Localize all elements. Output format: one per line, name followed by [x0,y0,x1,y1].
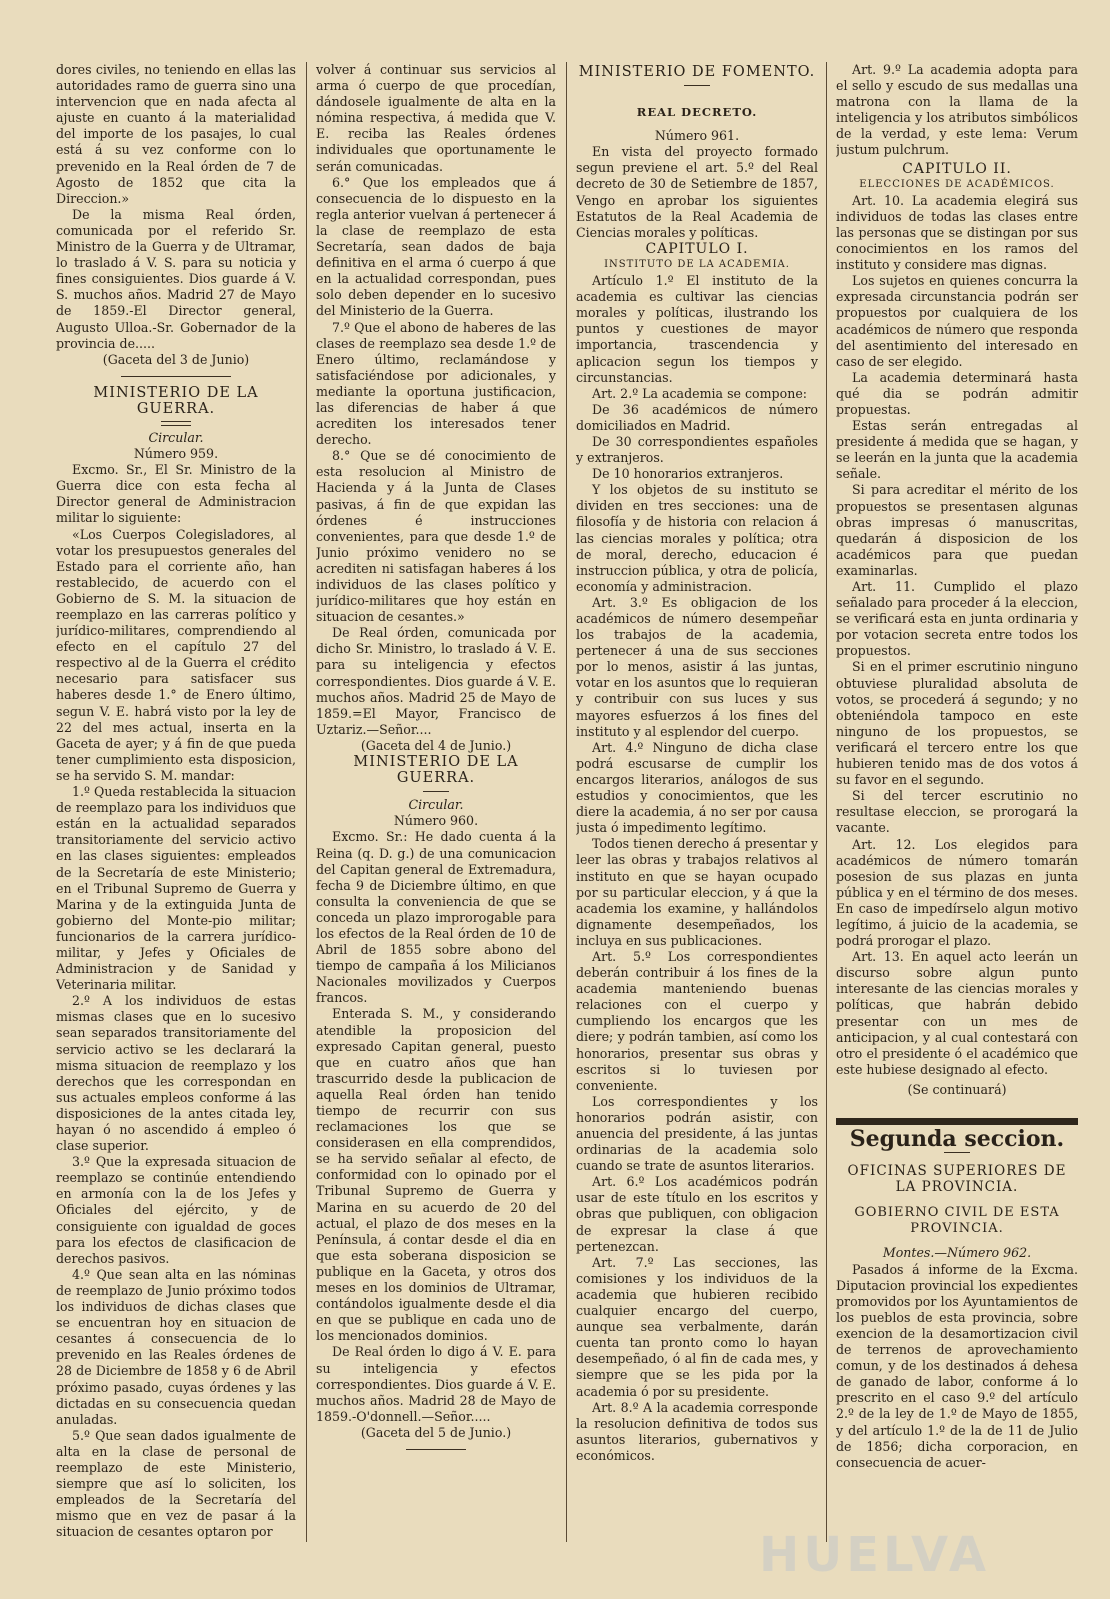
paragraph: Estas serán entregadas al presidente á medida que se hagan, y se leerán en la junta que la academia señale. [836,418,1078,482]
paragraph: Si para acreditar el mérito de los propuestos se presentasen algunas obras impresas ó manuscritas, quedarán á disposicion de los académicos para que puedan examinarlas. [836,482,1078,578]
paragraph: Artículo 1.º El instituto de la academia es cultivar las ciencias morales y políticas, ilustrando los puntos y cuestiones de mayor importancia, trascendencia y aplicacion segun los tiempos y circunstancias. [576,273,818,385]
paragraph: Art. 2.º La academia se compone: [592,385,808,401]
paragraph: De la misma Real órden, comunicada por el referido Sr. Ministro de la Guerra y de Ultramar, lo traslado á V. S. para su noticia y fines consiguientes. Dios guarde á V. S. muchos años. Madrid 27 de Mayo de 1859.-El Director general, Augusto Ulloa.-Sr. Gobernador de la provincia de..... [56,206,296,351]
paragraph: La academia determinará hasta qué dia se podrán admitir propuestas. [836,369,1078,417]
paragraph: De 10 honorarios extranjeros. [592,466,784,482]
ministry-heading: MINISTERIO DE FOMENTO. [578,64,816,80]
gazette-citation: (Gaceta del 3 de Junio) [102,351,250,367]
paragraph: Art. 12. Los elegidos para académicos de número tomarán posesion de sus plazas en junta pública y en el término de dos meses. En caso de impedírselo algun motivo legítimo, á juicio de la academia, se podrá prorogar el plazo. [836,836,1078,949]
paragraph: Art. 8.º A la academia corresponde la resolucion definitiva de todos sus asuntos literarios, gubernativos y económicos. [576,1399,818,1463]
circular-label: Circular. [148,429,204,445]
paragraph: Art. 9.º La academia adopta para el sello y escudo de sus medallas una matrona con la llama de la inteligencia y los atributos simbólicos de la verdad, y este lema: Verum justum pulchrum. [836,62,1078,158]
paragraph: Si del tercer escrutinio no resultase eleccion, se prorogará la vacante. [836,788,1078,836]
paragraph: De Real órden, comunicada por dicho Sr. Ministro, lo traslado á V. E. para su inteligencia y efectos correspondientes. Dios guarde á V. E. muchos años. Madrid 25 de Mayo de 1859.=El Mayor, Francisco de Uztariz.—Señor.... [316,625,556,737]
chapter-subtitle: INSTITUTO DE LA ACADEMIA. [604,258,790,270]
paragraph: 3.º Que la expresada situacion de reemplazo se continúe entendiendo en armonía con la de los Jefes y Oficiales del ejército, y de consiguiente con igualdad de goces para los efectos de clasificacion de derechos pasivos. [56,1154,296,1266]
paragraph: De Real órden lo digo á V. E. para su inteligencia y efectos correspondientes. Dios guarde á V. E. muchos años. Madrid 28 de Mayo de 1859.-O'donnell.—Señor..... [316,1344,556,1424]
paragraph: 8.° Que se dé conocimiento de esta resolucion al Ministro de Hacienda y á la Junta de Clases pasivas, á fin de que expidan las órdenes é instrucciones convenientes, para que desde 1.º de Junio próximo venidero no se acrediten ni satisfagan haberes á los individuos de las clases político y jurídico-militares que hoy están en situacion de cesantes.» [316,448,556,625]
paragraph: Y los objetos de su instituto se dividen en tres secciones: una de filosofía y de historia con relacion á las ciencias morales y política; otra de moral, derecho, educacion é instruccion pública, y otra de policía, economía y administracion. [576,482,818,594]
short-rule [423,791,449,792]
document-number: Número 959. [133,446,219,462]
paragraph: 1.º Queda restablecida la situacion de reemplazo para los individuos que están en la actualidad separados transitoriamente del servicio activo en las clases siguientes: empleados de la Secretaría de este Ministerio; en el Tribunal Supremo de Guerra y Marina y de la extinguida Junta de gobierno del Monte-pio militar; funcionarios de la carrera jurídico-militar, y Jefes y Oficiales de Administracion y de Sanidad y Veterinaria militar. [56,784,296,993]
paragraph: Enterada S. M., y considerando atendible la proposicion del expresado Capitan general, puesto que en cuatro años que han trascurrido desde la publicacion de aquella Real órden han tenido tiempo de recurrir con sus reclamaciones los que se considerasen en ella comprendidos, se ha servido señalar al efecto, de conformidad con lo opinado por el Tribunal Supremo de Guerra y Marina en su acuerdo de 20 del actual, el plazo de dos meses en la Península, á contar desde el dia en que esta soberana disposicion se publique en la Gaceta, y otros dos meses en los dominios de Ultramar, contándolos igualmente desde el dia en que se publique en cada uno de los mencionados dominios. [316,1006,556,1344]
ministry-heading: MINISTERIO DE LA GUERRA. [353,754,519,787]
paragraph: Art. 13. En aquel acto leerán un discurso sobre algun punto interesante de las ciencias morales y políticas, que habrán debido presentar con un mes de anticipacion, y al cual contestará con otro el presidente ó el académico que este hubiese designado al efecto. [836,949,1078,1077]
chapter-heading: CAPITULO I. [645,240,749,257]
circular-label: Circular. [408,797,464,813]
paragraph: De 36 académicos de número domiciliados en Madrid. [576,401,818,433]
continuation-note: (Se continuará) [907,1081,1007,1097]
paragraph: 5.º Que sean dados igualmente de alta en la clase de personal de reemplazo de este Ministerio, siempre que así lo soliciten, los empleados de la Secretaría del mismo que en vez de pasar á la situacion de cesantes optaron por [56,1427,296,1540]
chapter-subtitle: ELECCIONES DE ACADÉMICOS. [859,178,1055,190]
paragraph: Pasados á informe de la Excma. Diputacion provincial los expedientes promovidos por los Ayuntamientos de los pueblos de esta provincia, sobre exencion de la desamortizacion civil de terrenos de aprovechamiento comun, y de los destinados á dehesa de ganado de labor, conforme á lo prescrito en el caso 9.º del artículo 2.º de la ley de 1.º de Mayo de 1855, y del artículo 1.º de la de 11 de Julio de 1856; dicha corporacion, en consecuencia de acuer- [836,1261,1078,1470]
column-rule [566,62,567,1542]
column-2 [316,62,556,1582]
column-1 [56,62,296,1582]
section-rule [836,1118,1078,1125]
paragraph: Art. 6.º Los académicos podrán usar de este título en los escritos y obras que publiquen, con obligacion de expresar la clase á que pertenezcan. [576,1174,818,1254]
double-rule [161,421,191,426]
short-rule [944,1152,970,1153]
document-number: Número 960. [393,813,479,829]
column-4 [836,62,1078,1582]
gazette-citation: (Gaceta del 5 de Junio.) [360,1424,512,1440]
column-rule [826,62,827,1542]
paragraph: De 30 correspondientes españoles y extranjeros. [576,433,818,466]
separator [121,376,231,377]
paragraph: Los sujetos en quienes concurra la expresada circunstancia podrán ser propuestos por cualquiera de los académicos de número que responda del asentimiento del interesado en caso de ser elegido. [836,273,1078,369]
paragraph: Art. 4.º Ninguno de dicha clase podrá escusarse de cumplir los encargos literarios, análogos de sus estudios y conocimientos, que les diere la academia, á no ser por causa justa ó impedimento legítimo. [576,739,818,836]
paragraph: Art. 7.º Las secciones, las comisiones y los individuos de la academia que hubieren recibido cualquier encargo del cuerpo, aunque sea verbalmente, darán cuenta tan pronto como lo hayan desempeñado, ó al fin de cada mes, y siempre que se les pida por la academia ó por su presidente. [576,1254,818,1399]
paragraph: dores civiles, no teniendo en ellas las autoridades ramo de guerra sino una intervencion que en nada afecta al ajuste en cuanto á la materialidad del importe de los pasajes, lo cual está á su vez conforme con lo prevenido en la Real órden de 7 de Agosto de 1852 que cita la Direccion.» [56,62,296,206]
ministry-heading: MINISTERIO DE LA GUERRA. [93,384,259,417]
paragraph: volver á continuar sus servicios al arma ó cuerpo de que procedían, dándosele igualmente de alta en la nómina respectiva, á medida que V. E. reciba las Reales órdenes individuales que oportunamente le serán comunicadas. [316,62,556,174]
paragraph: Art. 11. Cumplido el plazo señalado para proceder á la eleccion, se verificará esta en junta ordinaria y por votacion secreta entre todos los propuestos. [836,579,1078,659]
archive-watermark: HUELVA [759,1527,990,1583]
column-rule [306,62,307,1542]
paragraph: 2.º A los individuos de estas mismas clases que en lo sucesivo sean separados transitoriamente del servicio activo se les declarará la misma situacion de reemplazo y los derechos que les correspondan en sus actuales empleos conforme á las disposiciones de la antes citada ley, hayan ó no ascendido á empleo ó clase superior. [56,993,296,1154]
gazette-citation: (Gaceta del 4 de Junio.) [360,737,512,753]
paragraph: Art. 10. La academia elegirá sus individuos de todas las clases entre las personas que se distingan por sus conocimientos en los ramos del instituto y considere mas dignas. [836,192,1078,273]
paragraph: Excmo. Sr.: He dado cuenta á la Reina (q. D. g.) de una comunicacion del Capitan general de Extremadura, fecha 9 de Diciembre último, en que consulta la conveniencia de que se conceda un plazo improrogable para los efectos de la Real órden de 10 de Abril de 1855 sobre abono del tiempo de campaña á los Milicianos Nacionales movilizados y Cuerpos francos. [316,829,556,1006]
paragraph: Art. 5.º Los correspondientes deberán contribuir á los fines de la academia manteniendo buenas relaciones con el cuerpo y cumpliendo los encargos que les diere; y podrán tambien, así como los honorarios, presentar sus obras y escritos si lo tuviesen por conveniente. [576,948,818,1093]
column-3 [576,62,818,1582]
paragraph: 4.º Que sean alta en las nóminas de reemplazo de Junio próximo todos los individuos de dichas clases que se encuentran hoy en situacion de cesantes á consecuencia de lo prevenido en las Reales órdenes de 28 de Diciembre de 1858 y 6 de Abril próximo pasado, cuyas órdenes y las dictadas en su consecuencia quedan anuladas. [56,1266,296,1427]
document-number: Número 961. [654,128,740,144]
paragraph: Todos tienen derecho á presentar y leer las obras y trabajos relativos al instituto en que se hayan ocupado por su particular eleccion, y á que la academia los examine, y hallándolos dignamente desempeñados, los incluya en sus publicaciones. [576,836,818,948]
short-rule [684,85,710,86]
subject-label: Montes.—Número 962. [882,1245,1032,1261]
office-heading: OFICINAS SUPERIORES DE LA PROVINCIA. [847,1163,1067,1196]
paragraph: Si en el primer escrutinio ninguno obtuviese pluralidad absoluta de votos, se procederá á segundo; y no obteniéndola tampoco en este ninguno de los propuestos, se verificará el tercero entre los que hubieren tenido mas de dos votos á su favor en el segundo. [836,659,1078,788]
paragraph: 7.º Que el abono de haberes de las clases de reemplazo sea desde 1.º de Enero último, reclamándose y satisfaciéndose por adicionales, y mediante la oportuna justificacion, las diferencias de haber á que acrediten los interesados tener derecho. [316,319,556,448]
chapter-heading: CAPITULO II. [902,160,1012,177]
paragraph: «Los Cuerpos Colegisladores, al votar los presupuestos generales del Estado para el corriente año, han restablecido, de acuerdo con el Gobierno de S. M. la situacion de reemplazo en las carreras político y jurídico-militares, comprendiendo al efecto en el capítulo 27 del respectivo al de la Guerra el crédito necesario para satisfacer sus haberes desde 1.° de Enero último, segun V. E. habrá visto por la ley de 22 del mes actual, inserta en la Gaceta de ayer; y á fin de que pueda tener cumplimiento esta disposicion, se ha servido S. M. mandar: [56,526,296,783]
decree-heading: REAL DECRETO. [636,105,758,120]
section-heading: Segunda seccion. [849,1126,1065,1152]
paragraph: 6.° Que los empleados que á consecuencia de lo dispuesto en la regla anterior vuelvan á pertenecer á la clase de reemplazo de esta Secretaría, sean dados de baja definitiva en el arma ó cuerpo á que en la actualidad correspondan, pues solo deben depender en lo sucesivo del Ministerio de la Guerra. [316,174,556,319]
government-heading: GOBIERNO CIVIL DE ESTA PROVINCIA. [854,1205,1060,1237]
paragraph: Art. 3.º Es obligacion de los académicos de número desempeñar los trabajos de la academia, pertenecer á una de sus secciones por lo menos, asistir á las juntas, votar en los asuntos que lo requieran y contribuir con sus luces y sus mayores esfuerzos á los fines del instituto y al esplendor del cuerpo. [576,594,818,739]
paragraph: En vista del proyecto formado segun previene el art. 5.º del Real decreto de 30 de Setiembre de 1857, Vengo en aprobar los siguientes Estatutos de la Real Academia de Ciencias morales y políticas. [576,144,818,240]
separator [406,1449,466,1450]
paragraph: Los correspondientes y los honorarios podrán asistir, con anuencia del presidente, á las juntas ordinarias de la academia solo cuando se trate de asuntos literarios. [576,1093,818,1174]
paragraph: Excmo. Sr., El Sr. Ministro de la Guerra dice con esta fecha al Director general de Administracion militar lo siguiente: [56,462,296,526]
